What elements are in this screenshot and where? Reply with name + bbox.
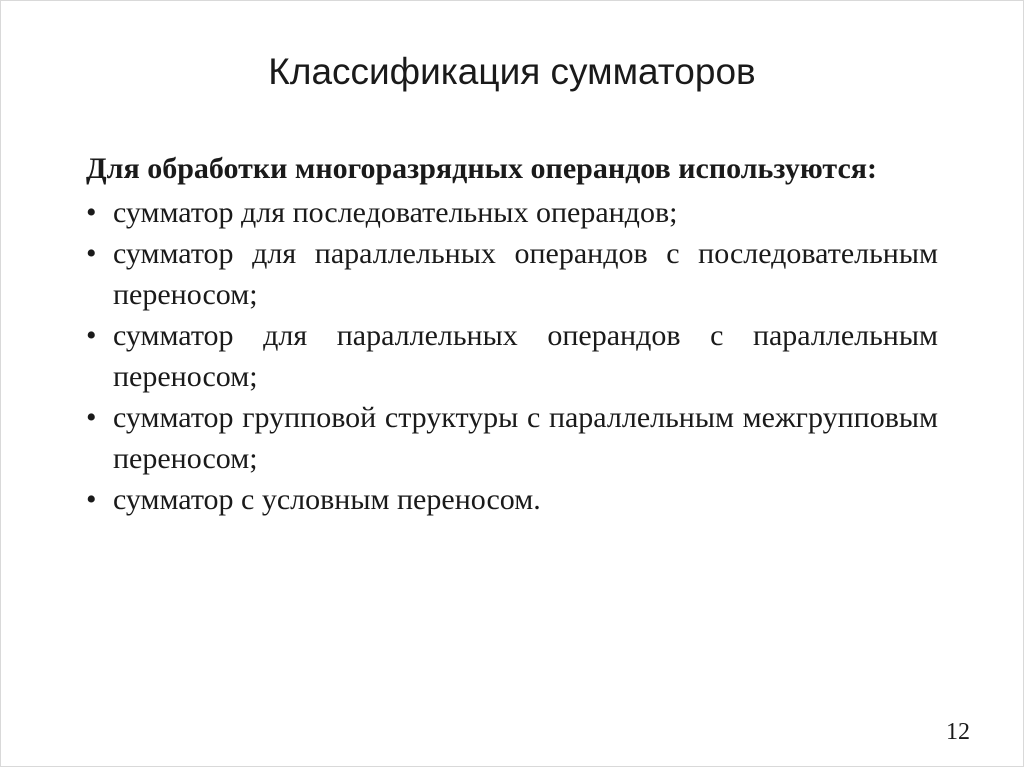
list-item [86, 479, 938, 520]
list-item [86, 315, 938, 397]
slide-title: Классификация сумматоров [268, 51, 756, 92]
bullet-dot-icon: • [86, 196, 97, 229]
list-item [86, 192, 938, 233]
intro-text: Для обработки многоразрядных операндов используются: [86, 152, 878, 185]
slide-body [86, 148, 938, 520]
bullet-dot-icon: • [86, 483, 97, 516]
list-item-text: сумматор для параллельных операндов с параллельным переносом; [113, 319, 938, 393]
bullet-dot-icon: • [86, 319, 97, 352]
list-item-text: сумматор для параллельных операндов с последовательным переносом; [113, 237, 938, 311]
list-item-text: сумматор для последовательных операндов; [113, 196, 678, 229]
list-item-text: сумматор групповой структуры с параллельным межгрупповым переносом; [113, 401, 938, 475]
list-item [86, 233, 938, 315]
list-item [86, 397, 938, 479]
list-item-text: сумматор с условным переносом. [113, 483, 541, 516]
bullet-list [86, 192, 938, 520]
bullet-dot-icon: • [86, 237, 97, 270]
page-number: 12 [946, 719, 970, 745]
bullet-dot-icon: • [86, 401, 97, 434]
